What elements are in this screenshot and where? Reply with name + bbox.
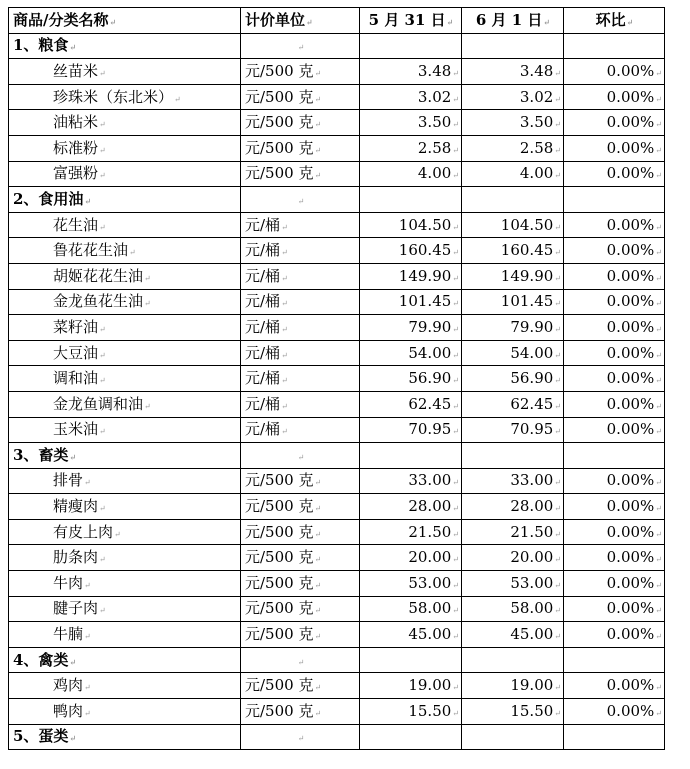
table-row (9, 391, 665, 417)
header-date2: 6 月 1 日↵ (462, 8, 564, 34)
item-name: 富强粉↵ (9, 161, 241, 187)
price-may31: 160.45↵ (360, 238, 462, 264)
item-name: 油粘米↵ (9, 110, 241, 136)
change-percent: 0.00%↵ (564, 315, 665, 341)
item-unit: 元/桶↵ (241, 391, 360, 417)
price-may31: 15.50↵ (360, 699, 462, 725)
category-row (9, 443, 665, 469)
item-unit: 元/桶↵ (241, 315, 360, 341)
item-unit: 元/桶↵ (241, 340, 360, 366)
category-row (9, 724, 665, 750)
price-jun1: 2.58↵ (462, 135, 564, 161)
table-row (9, 596, 665, 622)
price-jun1: 15.50↵ (462, 699, 564, 725)
table-row (9, 699, 665, 725)
item-name: 腱子肉↵ (9, 596, 241, 622)
empty-unit-cell: ↵ (241, 647, 360, 673)
price-jun1: 33.00↵ (462, 468, 564, 494)
item-unit: 元/500 克↵ (241, 494, 360, 520)
change-percent: 0.00%↵ (564, 84, 665, 110)
change-percent: 0.00%↵ (564, 263, 665, 289)
empty-cell (462, 647, 564, 673)
category-label: 4、禽类↵ (9, 647, 241, 673)
price-jun1: 3.50↵ (462, 110, 564, 136)
item-unit: 元/500 克↵ (241, 84, 360, 110)
table-row (9, 622, 665, 648)
price-may31: 19.00↵ (360, 673, 462, 699)
change-percent: 0.00%↵ (564, 673, 665, 699)
item-name: 金龙鱼调和油↵ (9, 391, 241, 417)
empty-cell (360, 647, 462, 673)
empty-unit-cell: ↵ (241, 443, 360, 469)
item-unit: 元/桶↵ (241, 366, 360, 392)
price-jun1: 4.00↵ (462, 161, 564, 187)
table-row (9, 84, 665, 110)
price-may31: 20.00↵ (360, 545, 462, 571)
price-may31: 3.50↵ (360, 110, 462, 136)
empty-unit-cell: ↵ (241, 33, 360, 59)
price-jun1: 3.02↵ (462, 84, 564, 110)
price-may31: 28.00↵ (360, 494, 462, 520)
price-may31: 58.00↵ (360, 596, 462, 622)
table-row (9, 238, 665, 264)
item-name: 鲁花花生油↵ (9, 238, 241, 264)
change-percent: 0.00%↵ (564, 212, 665, 238)
empty-cell (462, 187, 564, 213)
price-jun1: 79.90↵ (462, 315, 564, 341)
table-row (9, 315, 665, 341)
table-row (9, 494, 665, 520)
price-may31: 3.02↵ (360, 84, 462, 110)
price-may31: 45.00↵ (360, 622, 462, 648)
header-name: 商品/分类名称↵ (9, 8, 241, 34)
price-jun1: 58.00↵ (462, 596, 564, 622)
category-label: 1、粮食↵ (9, 33, 241, 59)
price-may31: 4.00↵ (360, 161, 462, 187)
table-row (9, 468, 665, 494)
price-may31: 70.95↵ (360, 417, 462, 443)
table-row (9, 212, 665, 238)
price-may31: 104.50↵ (360, 212, 462, 238)
price-jun1: 28.00↵ (462, 494, 564, 520)
item-unit: 元/500 克↵ (241, 468, 360, 494)
change-percent: 0.00%↵ (564, 571, 665, 597)
item-name: 排骨↵ (9, 468, 241, 494)
price-jun1: 54.00↵ (462, 340, 564, 366)
empty-cell (564, 647, 665, 673)
price-may31: 54.00↵ (360, 340, 462, 366)
price-may31: 101.45↵ (360, 289, 462, 315)
price-jun1: 53.00↵ (462, 571, 564, 597)
category-row (9, 647, 665, 673)
price-may31: 3.48↵ (360, 59, 462, 85)
price-jun1: 20.00↵ (462, 545, 564, 571)
item-unit: 元/500 克↵ (241, 622, 360, 648)
table-row (9, 519, 665, 545)
price-jun1: 70.95↵ (462, 417, 564, 443)
item-name: 胡姬花花生油↵ (9, 263, 241, 289)
price-may31: 33.00↵ (360, 468, 462, 494)
price-may31: 149.90↵ (360, 263, 462, 289)
item-unit: 元/500 克↵ (241, 596, 360, 622)
empty-cell (564, 33, 665, 59)
item-unit: 元/500 克↵ (241, 135, 360, 161)
price-jun1: 45.00↵ (462, 622, 564, 648)
item-unit: 元/桶↵ (241, 289, 360, 315)
price-jun1: 21.50↵ (462, 519, 564, 545)
item-unit: 元/桶↵ (241, 417, 360, 443)
table-row (9, 545, 665, 571)
price-jun1: 160.45↵ (462, 238, 564, 264)
header-change: 环比↵ (564, 8, 665, 34)
price-jun1: 3.48↵ (462, 59, 564, 85)
empty-cell (360, 724, 462, 750)
change-percent: 0.00%↵ (564, 161, 665, 187)
empty-cell (360, 33, 462, 59)
price-may31: 53.00↵ (360, 571, 462, 597)
table-row (9, 263, 665, 289)
category-label: 2、食用油↵ (9, 187, 241, 213)
table-row (9, 673, 665, 699)
item-name: 丝苗米↵ (9, 59, 241, 85)
price-jun1: 104.50↵ (462, 212, 564, 238)
item-name: 肋条肉↵ (9, 545, 241, 571)
table-body (9, 33, 665, 750)
price-jun1: 62.45↵ (462, 391, 564, 417)
item-name: 牛腩↵ (9, 622, 241, 648)
change-percent: 0.00%↵ (564, 468, 665, 494)
item-name: 花生油↵ (9, 212, 241, 238)
item-name: 精瘦肉↵ (9, 494, 241, 520)
table-row (9, 289, 665, 315)
change-percent: 0.00%↵ (564, 391, 665, 417)
table-row (9, 366, 665, 392)
item-unit: 元/500 克↵ (241, 59, 360, 85)
item-name: 大豆油↵ (9, 340, 241, 366)
table-row (9, 340, 665, 366)
price-may31: 2.58↵ (360, 135, 462, 161)
price-jun1: 101.45↵ (462, 289, 564, 315)
empty-cell (360, 443, 462, 469)
table-row (9, 571, 665, 597)
item-name: 金龙鱼花生油↵ (9, 289, 241, 315)
price-jun1: 56.90↵ (462, 366, 564, 392)
table-row (9, 161, 665, 187)
change-percent: 0.00%↵ (564, 238, 665, 264)
change-percent: 0.00%↵ (564, 289, 665, 315)
item-unit: 元/桶↵ (241, 238, 360, 264)
item-unit: 元/500 克↵ (241, 571, 360, 597)
change-percent: 0.00%↵ (564, 699, 665, 725)
header-date1: 5 月 31 日↵ (360, 8, 462, 34)
change-percent: 0.00%↵ (564, 59, 665, 85)
item-name: 珍珠米（东北米）↵ (9, 84, 241, 110)
item-name: 调和油↵ (9, 366, 241, 392)
price-table-sheet (8, 7, 665, 750)
price-may31: 56.90↵ (360, 366, 462, 392)
item-name: 标准粉↵ (9, 135, 241, 161)
empty-unit-cell: ↵ (241, 724, 360, 750)
change-percent: 0.00%↵ (564, 417, 665, 443)
change-percent: 0.00%↵ (564, 366, 665, 392)
category-label: 3、畜类↵ (9, 443, 241, 469)
item-unit: 元/500 克↵ (241, 110, 360, 136)
empty-cell (462, 724, 564, 750)
category-row (9, 33, 665, 59)
change-percent: 0.00%↵ (564, 110, 665, 136)
price-jun1: 19.00↵ (462, 673, 564, 699)
header-row (9, 8, 665, 34)
change-percent: 0.00%↵ (564, 519, 665, 545)
item-unit: 元/500 克↵ (241, 161, 360, 187)
item-name: 玉米油↵ (9, 417, 241, 443)
price-table (8, 7, 665, 750)
change-percent: 0.00%↵ (564, 545, 665, 571)
item-name: 有皮上肉↵ (9, 519, 241, 545)
table-row (9, 110, 665, 136)
change-percent: 0.00%↵ (564, 494, 665, 520)
change-percent: 0.00%↵ (564, 622, 665, 648)
item-unit: 元/桶↵ (241, 263, 360, 289)
table-row (9, 417, 665, 443)
price-may31: 21.50↵ (360, 519, 462, 545)
item-name: 鸡肉↵ (9, 673, 241, 699)
price-may31: 79.90↵ (360, 315, 462, 341)
item-unit: 元/500 克↵ (241, 519, 360, 545)
empty-unit-cell: ↵ (241, 187, 360, 213)
item-unit: 元/桶↵ (241, 212, 360, 238)
item-name: 牛肉↵ (9, 571, 241, 597)
item-name: 鸭肉↵ (9, 699, 241, 725)
price-may31: 62.45↵ (360, 391, 462, 417)
item-name: 菜籽油↵ (9, 315, 241, 341)
empty-cell (360, 187, 462, 213)
item-unit: 元/500 克↵ (241, 545, 360, 571)
item-unit: 元/500 克↵ (241, 699, 360, 725)
empty-cell (462, 33, 564, 59)
category-label: 5、蛋类↵ (9, 724, 241, 750)
change-percent: 0.00%↵ (564, 340, 665, 366)
empty-cell (564, 443, 665, 469)
table-row (9, 59, 665, 85)
empty-cell (462, 443, 564, 469)
change-percent: 0.00%↵ (564, 596, 665, 622)
header-unit: 计价单位↵ (241, 8, 360, 34)
empty-cell (564, 187, 665, 213)
category-row (9, 187, 665, 213)
empty-cell (564, 724, 665, 750)
change-percent: 0.00%↵ (564, 135, 665, 161)
price-jun1: 149.90↵ (462, 263, 564, 289)
item-unit: 元/500 克↵ (241, 673, 360, 699)
table-row (9, 135, 665, 161)
